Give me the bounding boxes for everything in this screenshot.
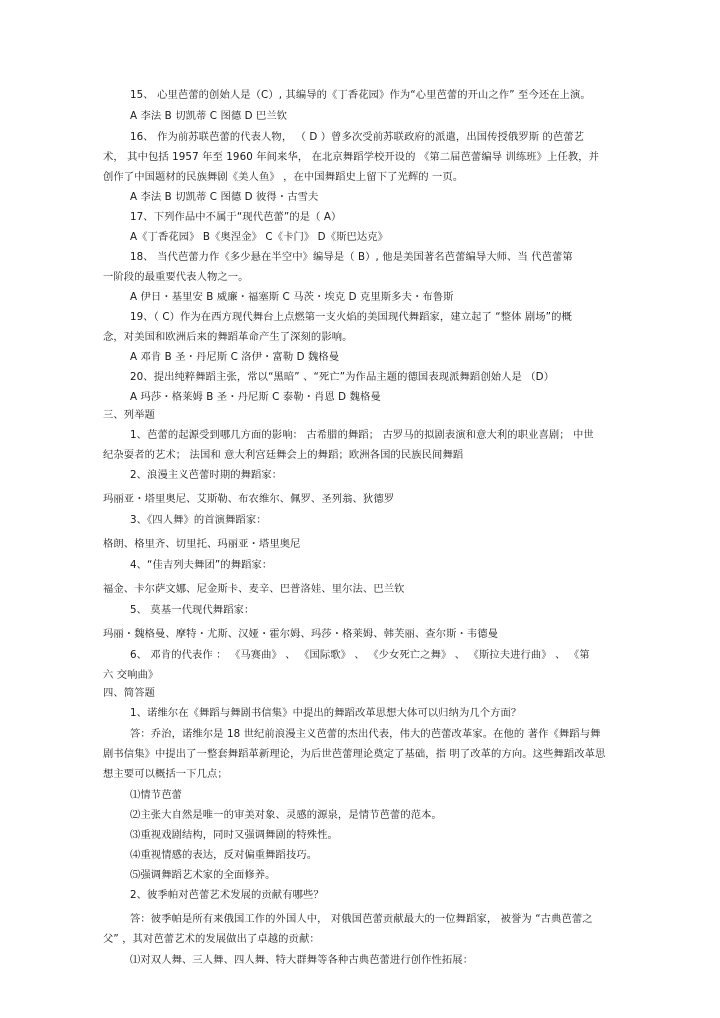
text-line: 3、《四人舞》的首演舞蹈家： — [130, 514, 267, 526]
text-line: 1、诺维尔在《舞蹈与舞剧书信集》中提出的舞蹈改革思想大体可以归纳为几个方面？ — [130, 707, 522, 719]
text-line: ⑷重视情感的表达，反对偏重舞蹈技巧。 — [130, 849, 318, 861]
text-line: 一阶段的最重要代表人物之一。 — [103, 271, 249, 283]
text-line: 想主要可以概括一下几点； — [103, 768, 228, 780]
text-line: 玛丽亚・塔里奥尼、艾斯勒、布农维尔、佩罗、圣列翁、狄德罗 — [103, 493, 395, 505]
text-line: ⑶重视戏剧结构，同时又强调舞剧的特殊性。 — [130, 829, 338, 841]
text-line: 纪杂耍者的艺术； 法国和 意大利宫廷舞会上的舞蹈；欧洲各国的民族民间舞蹈 — [103, 449, 464, 461]
text-line: A 伊日・基里安 B 威廉・福塞斯 C 马茨・埃克 D 克里斯多夫・布鲁斯 — [130, 291, 454, 303]
text-line: 创作了中国题材的民族舞剧《美人鱼》 ，在中国舞蹈史上留下了光辉的 一页。 — [103, 171, 464, 183]
text-line: 术， 其中包括 1957 年至 1960 年间来华， 在北京舞蹈学校开设的 《第二届芭蕾编导 训练班》上任教，并 — [103, 151, 600, 163]
section-heading: 四、简答题 — [103, 687, 155, 699]
section-heading: 三、列举题 — [103, 409, 155, 421]
text-line: 六 交响曲》 — [103, 669, 159, 681]
text-line: 父” ，其对芭蕾艺术的发展做出了卓越的贡献： — [103, 933, 320, 945]
text-line: 念，对美国和欧洲后来的舞蹈革命产生了深刻的影响。 — [103, 331, 353, 343]
text-line: A 玛莎・格莱姆 B 圣・丹尼斯 C 泰勒・肖恩 D 魏格曼 — [130, 391, 381, 403]
text-line: 18、 当代芭蕾力作《多少悬在半空中》编导是（ B）, 他是美国著名芭蕾编导大师、当 代芭蕾第 — [130, 251, 573, 263]
text-line: A《丁香花园》 B《奥涅金》 C《卡门》 D《斯巴达克》 — [130, 231, 389, 243]
text-line: 玛丽・魏格曼、摩特・尤斯、汉娅・霍尔姆、玛莎・格莱姆、韩芙丽、查尔斯・韦德曼 — [103, 628, 499, 640]
text-line: 19、（ C）作为在西方现代舞台上点燃第一支火焰的美国现代舞蹈家，建立起了 “整体 剧场”的概 — [130, 311, 572, 323]
text-line: A 李法 B 切凯蒂 C 图德 D 巴兰钦 — [130, 110, 288, 122]
text-line: 1、芭蕾的起源受到哪几方面的影响： 古希腊的舞蹈； 古罗马的拟剧表演和意大利的职业喜剧； 中世 — [130, 429, 594, 441]
text-line: ⑸强调舞蹈艺术家的全面修养。 — [130, 869, 276, 881]
text-line: 剧书信集》中提出了一整套舞蹈革新理论，为后世芭蕾理论奠定了基础，指 明了改革的方向。这些舞蹈改革思 — [103, 748, 606, 760]
text-line: ⑴情节芭蕾 — [130, 789, 182, 801]
text-line: ⑴对双人舞、三人舞、四人舞、特大群舞等各种古典芭蕾进行创作性拓展： — [130, 954, 474, 966]
text-line: 5、 莫基一代现代舞蹈家： — [130, 604, 255, 616]
text-line: 答：乔治，诺维尔是 18 世纪前浪漫主义芭蕾的杰出代表，伟大的芭蕾改革家。在他的 著作《舞蹈与舞 — [130, 728, 601, 740]
text-line: 15、 心里芭蕾的创始人是（C）, 其编导的《丁香花园》作为“心里芭蕾的开山之作” 至今还在上演。 — [130, 89, 591, 101]
text-line: 格朗、格里齐、切里托、玛丽亚・塔里奥尼 — [103, 538, 301, 550]
text-line: 20、提出纯粹舞蹈主张，常以“黑暗” 、“死亡”为作品主题的德国表现派舞蹈创始人是 （D） — [130, 371, 555, 383]
text-line: 4、“佳吉列夫舞团”的舞蹈家： — [130, 559, 273, 571]
text-line: 6、 邓肯的代表作 ： 《马赛曲》 、 《国际歌》 、 《少女死亡之舞》 、 《斯拉夫进行曲》 、 《第 — [130, 649, 590, 661]
text-line: 2、浪漫主义芭蕾时期的舞蹈家： — [130, 469, 283, 481]
text-line: A 邓肯 B 圣・丹尼斯 C 洛伊・富勒 D 魏格曼 — [130, 351, 340, 363]
text-line: A 李法 B 切凯蒂 C 图德 D 彼得・古雪夫 — [130, 191, 319, 203]
text-line: 答：彼季帕是所有来俄国工作的外国人中， 对俄国芭蕾贡献最大的一位舞蹈家， 被誉为 “古典芭蕾之 — [130, 913, 593, 925]
text-line: 2、彼季帕对芭蕾艺术发展的贡献有哪些？ — [130, 889, 324, 901]
text-line: 16、 作为前苏联芭蕾的代表人物， （ D ）曾多次受前苏联政府的派遣，出国传授俄罗斯 的芭蕾艺 — [130, 131, 585, 143]
text-line: 福金、卡尔萨文娜、尼金斯卡、麦辛、巴普洛娃、里尔法、巴兰钦 — [103, 583, 405, 595]
text-line: 17、下列作品中不属于“现代芭蕾”的是（ A） — [130, 211, 342, 223]
text-line: ⑵主张大自然是唯一的审美对象、灵感的源泉，是情节芭蕾的范本。 — [130, 809, 442, 821]
